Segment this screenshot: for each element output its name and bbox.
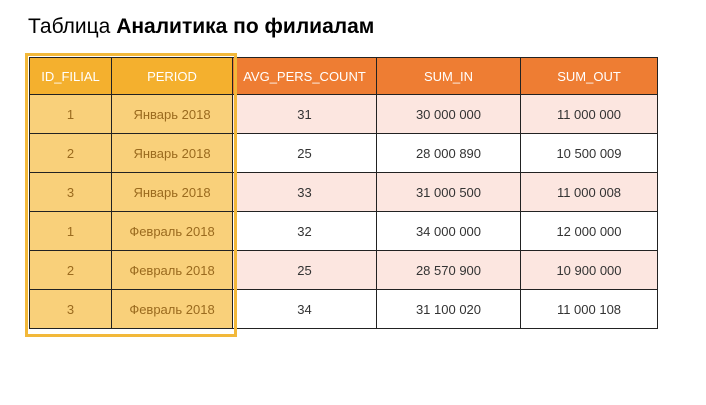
table-row (30, 134, 658, 173)
table-header-row (30, 58, 658, 95)
cell-sum-in: 28 570 900 (377, 251, 521, 290)
cell-id-filial: 1 (30, 95, 112, 134)
table-row (30, 173, 658, 212)
header-id-filial: ID_FILIAL (30, 58, 112, 95)
cell-avg-pers-count: 32 (233, 212, 377, 251)
cell-avg-pers-count: 25 (233, 134, 377, 173)
cell-id-filial: 1 (30, 212, 112, 251)
slide-title (28, 15, 374, 39)
cell-avg-pers-count: 34 (233, 290, 377, 329)
cell-period: Февраль 2018 (112, 251, 233, 290)
table-row (30, 251, 658, 290)
cell-period: Февраль 2018 (112, 212, 233, 251)
cell-period: Январь 2018 (112, 173, 233, 212)
cell-id-filial: 3 (30, 290, 112, 329)
cell-avg-pers-count: 25 (233, 251, 377, 290)
header-avg-pers-count: AVG_PERS_COUNT (233, 58, 377, 95)
cell-sum-out: 11 000 000 (521, 95, 658, 134)
cell-sum-out: 11 000 108 (521, 290, 658, 329)
header-period: PERIOD (112, 58, 233, 95)
cell-avg-pers-count: 33 (233, 173, 377, 212)
cell-period: Январь 2018 (112, 95, 233, 134)
cell-sum-out: 12 000 000 (521, 212, 658, 251)
cell-sum-in: 30 000 000 (377, 95, 521, 134)
cell-sum-out: 10 500 009 (521, 134, 658, 173)
cell-sum-in: 28 000 890 (377, 134, 521, 173)
cell-id-filial: 3 (30, 173, 112, 212)
cell-id-filial: 2 (30, 134, 112, 173)
header-sum-in: SUM_IN (377, 58, 521, 95)
title-table-name: Аналитика по филиалам (116, 15, 375, 38)
cell-sum-in: 31 100 020 (377, 290, 521, 329)
cell-period: Февраль 2018 (112, 290, 233, 329)
cell-avg-pers-count: 31 (233, 95, 377, 134)
title-prefix: Таблица (28, 15, 117, 38)
cell-sum-out: 10 900 000 (521, 251, 658, 290)
cell-sum-out: 11 000 008 (521, 173, 658, 212)
branch-analytics-table (29, 57, 658, 329)
header-sum-out: SUM_OUT (521, 58, 658, 95)
table-row (30, 95, 658, 134)
cell-period: Январь 2018 (112, 134, 233, 173)
cell-sum-in: 31 000 500 (377, 173, 521, 212)
cell-id-filial: 2 (30, 251, 112, 290)
cell-sum-in: 34 000 000 (377, 212, 521, 251)
table-row (30, 212, 658, 251)
table-row (30, 290, 658, 329)
